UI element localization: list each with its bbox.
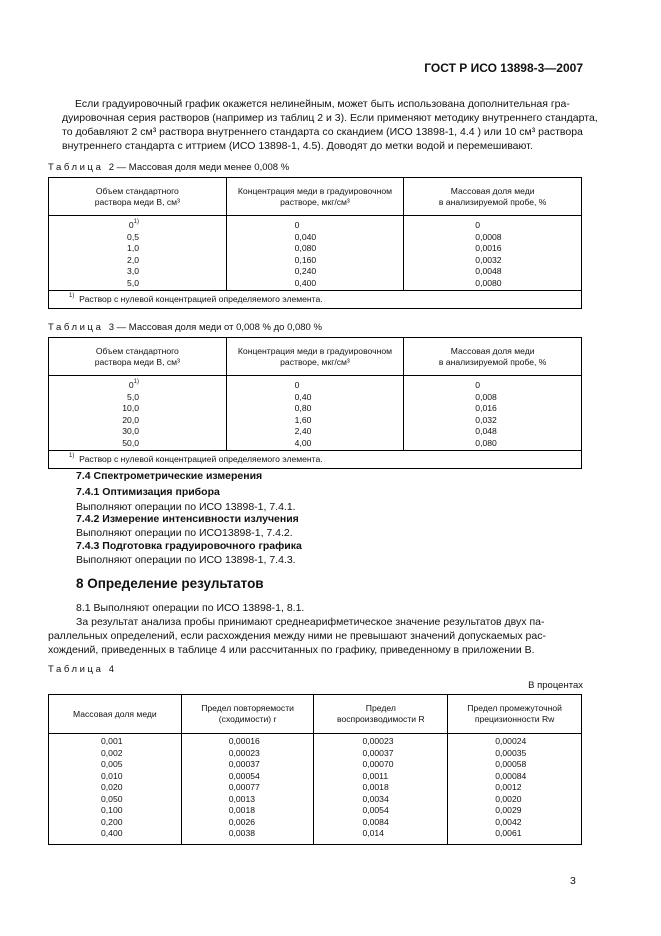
table-cell: 0,050 — [101, 793, 123, 804]
section-8-title: 8 Определение результатов — [76, 576, 264, 591]
table-cell: 0,80 — [294, 403, 312, 413]
table-cell: 0,160 — [294, 254, 317, 265]
section-7-4-3-title: 7.4.3 Подготовка градуировочного графика — [76, 540, 302, 552]
header-line: Предел — [365, 703, 396, 713]
table-cell: 0,00016 — [228, 736, 260, 746]
table-cell: 0,010 — [101, 770, 123, 781]
table4-caption — [48, 664, 114, 675]
table4-units-note: В процентах — [528, 680, 583, 691]
table2-caption-text: 2 — Массовая доля меди менее 0,008 % — [108, 162, 290, 173]
table-cell: 0,0020 — [495, 793, 522, 804]
table-cell: 0,0038 — [228, 828, 256, 838]
table-cell: 0 — [294, 380, 300, 390]
table-cell: 0,048 — [475, 426, 497, 436]
table-cell: 0 — [475, 380, 481, 390]
table-cell: 5,0 — [127, 391, 139, 402]
header-line: Объем стандартного — [95, 345, 179, 356]
table-cell: 0,014 — [362, 828, 384, 838]
header-line: прецизионности Rw — [474, 714, 555, 724]
document-code: ГОСТ Р ИСО 13898-3—2007 — [424, 61, 583, 75]
header-line: Предел повторяемости — [201, 703, 294, 713]
table-cell: 50,0 — [122, 437, 139, 448]
table4-col4-header — [448, 695, 582, 734]
header-line: Предел промежуточной — [467, 703, 562, 713]
table-cell: 3,0 — [127, 266, 139, 276]
table4-col1-header — [49, 695, 182, 734]
header-line: раствора меди В, см³ — [94, 356, 180, 367]
table-cell: 1,0 — [127, 243, 139, 253]
table-cell: 2,40 — [294, 426, 312, 436]
table-cell: 20,0 — [122, 414, 139, 425]
table-cell: 0,00023 — [228, 747, 260, 758]
table3-col3-values — [404, 376, 582, 451]
intro-line: дуировочная серия растворов (например из таблиц 2 и 3). Если применяют методику внутреннего стандарта, — [62, 112, 598, 124]
table-cell: 0,005 — [101, 759, 123, 769]
table3-col3-header — [404, 338, 582, 376]
table-cell: 0,00070 — [362, 759, 394, 769]
table3-col2-values — [226, 376, 404, 451]
table-cell: 0,240 — [294, 266, 317, 276]
table-cell: 0,0016 — [475, 243, 502, 253]
table3-footnote — [49, 451, 582, 469]
table-cell: 0,0048 — [475, 266, 502, 276]
intro-line: внутреннего стандарта с иттрием (ИСО 13898-1, 4.5). Доводят до метки водой и перемешивают. — [62, 140, 533, 152]
table-cell: 0,0008 — [475, 231, 502, 242]
table-cell: 0,0029 — [495, 805, 522, 815]
table2-col1-header — [49, 178, 227, 216]
table2-col2-header — [226, 178, 404, 216]
table4-col2-values — [181, 734, 314, 845]
table3-col1-header — [49, 338, 227, 376]
table-cell: 0,0061 — [495, 828, 522, 838]
table-2 — [48, 177, 582, 309]
table4-col4-values — [448, 734, 582, 845]
table-cell: 1,60 — [294, 414, 312, 425]
table-cell: 0,100 — [101, 805, 123, 815]
footnote-mark: 1) — [69, 453, 75, 459]
table-cell: 0,0011 — [362, 770, 389, 781]
table-cell: 0,001 — [101, 736, 123, 746]
table-cell: 0,00037 — [228, 759, 260, 769]
header-line: Концентрация меди в градуировочном — [237, 185, 393, 196]
table-cell: 30,0 — [122, 426, 139, 436]
intro-line: Если градуировочный график окажется нелинейным, может быть использована дополнительная гра- — [75, 98, 570, 110]
table-cell: 0,0034 — [362, 793, 389, 804]
header-line: Концентрация меди в градуировочном — [237, 345, 393, 356]
table-cell: 0,040 — [294, 231, 317, 242]
cell-value: 0 — [128, 380, 134, 390]
table-cell: 0,0042 — [495, 816, 522, 827]
table-cell: 0 — [475, 220, 481, 230]
footnote-mark: 1) — [133, 219, 139, 225]
table-cell: 0,00035 — [495, 747, 527, 758]
table-cell: 0,0054 — [362, 805, 389, 815]
table-cell: 0,080 — [294, 243, 317, 253]
table3-col2-header — [226, 338, 404, 376]
footnote-text: Раствор с нулевой концентрацией определяемого элемента. — [79, 454, 323, 464]
table-cell: 2,0 — [127, 254, 139, 265]
table-cell: 0,00054 — [228, 770, 260, 781]
table-cell: 0,00084 — [495, 770, 527, 781]
header-line: Массовая доля меди — [450, 185, 535, 196]
table-3 — [48, 337, 582, 469]
table-cell: 0,00024 — [495, 736, 527, 746]
table-cell: 0,0032 — [475, 254, 502, 265]
table-cell: 0,016 — [475, 403, 497, 413]
footnote-mark: 1) — [133, 379, 139, 385]
header-line: в анализируемой пробе, % — [438, 196, 547, 207]
table2-col3-header — [404, 178, 582, 216]
table-cell: 0,00023 — [362, 736, 394, 746]
table-cell: 0 — [294, 220, 300, 230]
table3-col1-values — [49, 376, 227, 451]
table4-col2-header — [181, 695, 314, 734]
table-cell: 0,0084 — [362, 816, 389, 827]
table-cell: 0,0018 — [228, 805, 256, 815]
table-cell — [109, 220, 139, 232]
header-line: растворе, мкг/см³ — [280, 356, 350, 367]
table4-col3-values — [314, 734, 448, 845]
table-cell: 0,0018 — [362, 782, 389, 792]
table-cell: 0,0012 — [495, 782, 522, 792]
table3-caption-word: Таблица — [48, 322, 104, 333]
header-line: (сходимости) r — [218, 714, 277, 724]
table-cell: 0,00077 — [228, 782, 260, 792]
table4-caption-word: Таблица — [48, 664, 104, 675]
table-cell: 0,200 — [101, 816, 123, 827]
table-cell: 0,400 — [294, 277, 317, 288]
table-4 — [48, 694, 582, 845]
table-cell: 0,00058 — [495, 759, 527, 769]
section-8-paragraph-line: хождений, приведенных в таблице 4 или рассчитанных по графику, приведенному в приложении В. — [48, 644, 535, 656]
section-7-4-2-title: 7.4.2 Измерение интенсивности излучения — [76, 513, 299, 525]
table2-col1-values — [49, 216, 227, 291]
section-8-paragraph-line: раллельных определений, если расхождения между ними не превышают значений допускаемых рас- — [48, 630, 546, 642]
cell-value: 0 — [128, 220, 134, 230]
table2-footnote — [49, 291, 582, 309]
table2-col2-values — [226, 216, 404, 291]
page-number: 3 — [570, 875, 576, 887]
table-cell: 0,0080 — [475, 277, 502, 288]
table-cell: 0,020 — [101, 782, 123, 792]
header-line: растворе, мкг/см³ — [280, 196, 350, 207]
table-cell: 0,40 — [294, 391, 312, 402]
table-cell: 0,002 — [101, 747, 123, 758]
table4-col3-header — [314, 695, 448, 734]
header-line: Массовая доля меди — [72, 708, 157, 719]
table-cell: 10,0 — [122, 403, 139, 413]
table-cell: 0,0013 — [228, 793, 256, 804]
section-7-4-title: 7.4 Спектрометрические измерения — [76, 470, 263, 482]
table-cell: 0,0026 — [228, 816, 256, 827]
section-8-1-text: 8.1 Выполняют операции по ИСО 13898-1, 8.1. — [76, 602, 305, 614]
table-cell: 0,008 — [475, 391, 497, 402]
table-cell: 0,400 — [101, 828, 123, 838]
section-7-4-1-text: Выполняют операции по ИСО 13898-1, 7.4.1. — [76, 501, 296, 513]
table-cell: 0,00037 — [362, 747, 394, 758]
table3-caption — [48, 322, 322, 333]
section-7-4-1-title: 7.4.1 Оптимизация прибора — [76, 486, 220, 498]
table2-caption-word: Таблица — [48, 162, 104, 173]
section-7-4-2-text: Выполняют операции по ИСО13898-1, 7.4.2. — [76, 527, 293, 539]
table2-col3-values — [404, 216, 582, 291]
table3-caption-text: 3 — Массовая доля меди от 0,008 % до 0,080 % — [108, 322, 322, 333]
header-line: раствора меди В, см³ — [94, 196, 180, 207]
table4-col1-values — [49, 734, 182, 845]
section-8-paragraph-line: За результат анализа пробы принимают среднеарифметическое значение результатов двух па- — [76, 616, 545, 628]
table-cell: 0,080 — [475, 437, 497, 448]
table-cell: 0,032 — [475, 414, 497, 425]
table-cell: 4,00 — [294, 437, 312, 448]
table-cell: 5,0 — [127, 277, 139, 288]
table4-caption-text: 4 — [108, 664, 115, 675]
footnote-text: Раствор с нулевой концентрацией определяемого элемента. — [79, 294, 323, 304]
table-cell: 0,5 — [127, 231, 139, 242]
section-7-4-3-text: Выполняют операции по ИСО 13898-1, 7.4.3. — [76, 554, 296, 566]
footnote-mark: 1) — [69, 293, 75, 299]
header-line: Объем стандартного — [95, 185, 179, 196]
header-line: в анализируемой пробе, % — [438, 356, 547, 367]
table2-caption — [48, 162, 289, 173]
header-line: Массовая доля меди — [450, 345, 535, 356]
table-cell — [99, 380, 139, 392]
header-line: воспроизводимости R — [337, 714, 425, 724]
intro-line: то добавляют 2 см³ раствора внутреннего стандарта со скандием (ИСО 13898-1, 4.4 ) или 10 см³ раствора — [62, 126, 583, 138]
